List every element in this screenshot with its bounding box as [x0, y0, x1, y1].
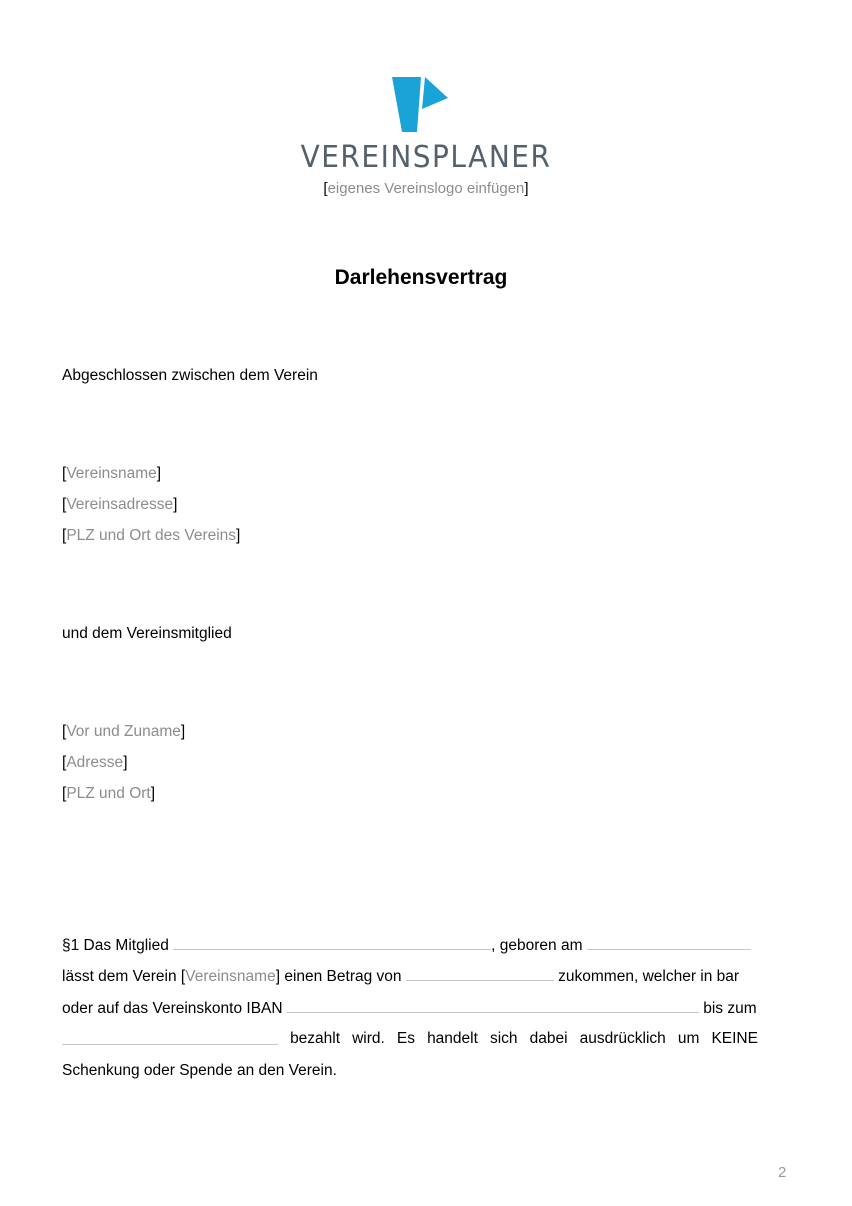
- document-title: Darlehensvertrag: [334, 266, 508, 289]
- brand-name: VEREINSPLANER: [300, 138, 552, 175]
- member-name-placeholder: [Vor und Zuname]: [62, 723, 186, 740]
- section1-line3: oder auf das Vereinskonto IBAN bis zum: [62, 997, 757, 1019]
- member-intro-text: und dem Vereinsmitglied: [62, 625, 232, 642]
- iban-blank[interactable]: [287, 997, 699, 1013]
- vereinsplaner-logo-icon: [392, 77, 448, 132]
- section1-line4: bezahlt wird. Es handelt sich dabei ausdrücklich um KEINE: [62, 1029, 758, 1049]
- intro-text: Abgeschlossen zwischen dem Verein: [62, 367, 318, 384]
- due-date-blank[interactable]: [62, 1029, 278, 1045]
- club-name-placeholder: [Vereinsname]: [62, 465, 162, 482]
- section1-line1: §1 Das Mitglied , geboren am: [62, 934, 751, 956]
- logo-placeholder: [eigenes Vereinslogo einfügen]: [323, 180, 529, 197]
- birthdate-blank[interactable]: [587, 934, 751, 950]
- member-city-placeholder: [PLZ und Ort]: [62, 785, 156, 802]
- section1-line5: Schenkung oder Spende an den Verein.: [62, 1062, 337, 1079]
- member-address-placeholder: [Adresse]: [62, 754, 128, 771]
- amount-blank[interactable]: [406, 965, 554, 981]
- page-number: 2: [778, 1164, 787, 1181]
- section1-line2: lässt dem Verein [Vereinsname] einen Betrag von zukommen, welcher in bar: [62, 965, 739, 987]
- member-name-blank[interactable]: [173, 934, 491, 950]
- club-city-placeholder: [PLZ und Ort des Vereins]: [62, 527, 241, 544]
- club-address-placeholder: [Vereinsadresse]: [62, 496, 178, 513]
